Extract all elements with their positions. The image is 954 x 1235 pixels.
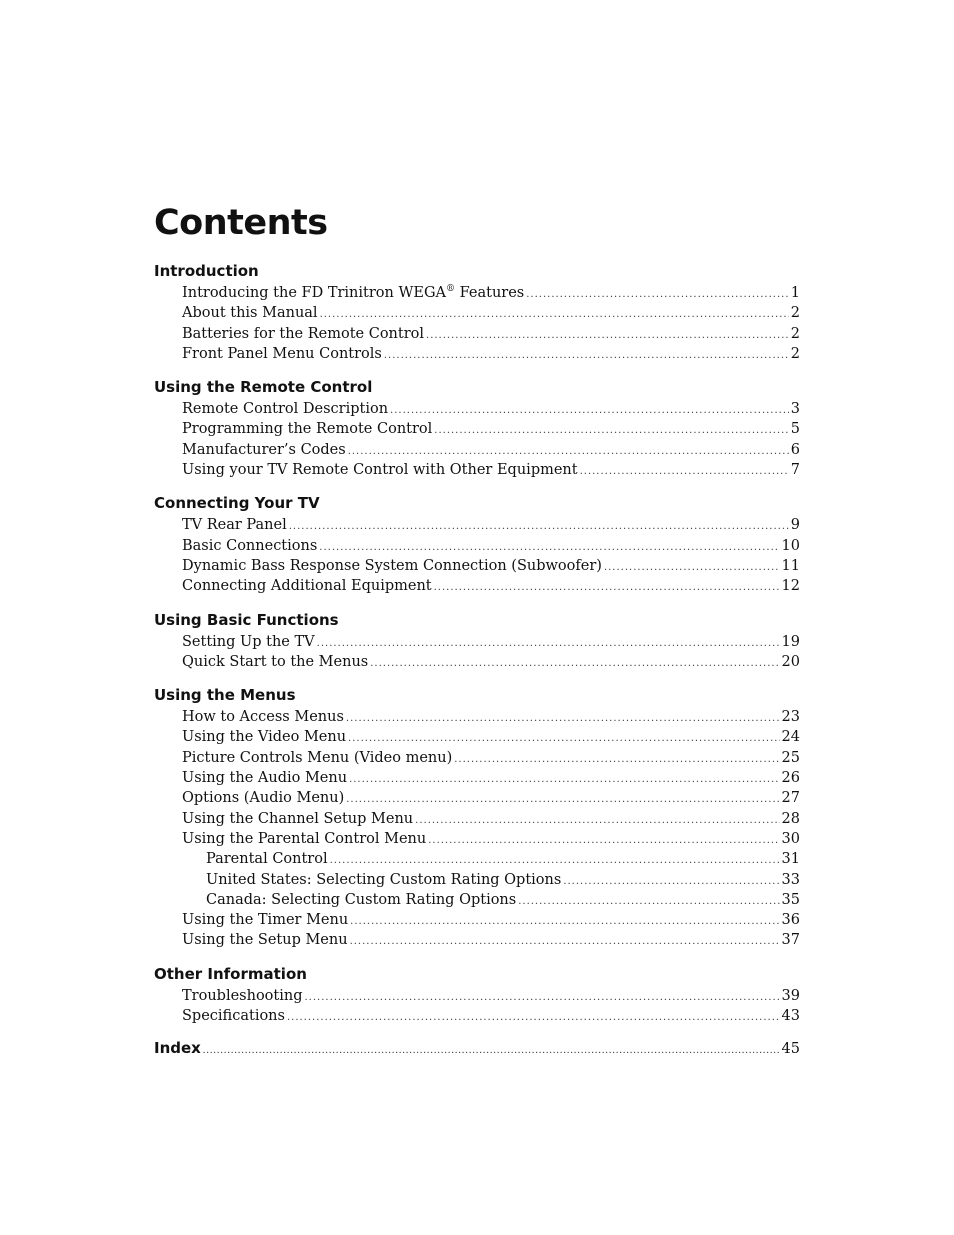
toc-entry[interactable] (154, 556, 800, 576)
toc-section (154, 259, 800, 364)
toc-entry-label: Using your TV Remote Control with Other Equipment (182, 462, 578, 479)
toc-entry[interactable] (154, 515, 800, 535)
toc-entry[interactable] (154, 399, 800, 419)
toc-entry-page: 24 (781, 729, 800, 746)
toc-entry[interactable] (154, 576, 800, 596)
toc-entry[interactable] (154, 324, 800, 344)
dot-leader (526, 283, 789, 303)
toc-entry-page: 12 (781, 578, 800, 595)
toc-entry[interactable] (154, 727, 800, 747)
toc-entry-label: Parental Control (206, 851, 328, 868)
toc-entry-label (182, 283, 524, 303)
toc-section (154, 375, 800, 480)
toc-entry-page: 35 (781, 891, 800, 908)
toc-entry-page: 2 (790, 305, 800, 322)
dot-leader (563, 870, 779, 890)
toc-entry[interactable] (154, 283, 800, 303)
toc-entry-page: 1 (790, 285, 800, 301)
toc-entry-label: Specifications (182, 1008, 285, 1025)
toc-entry-page: 28 (781, 810, 800, 827)
toc-entry-label: Quick Start to the Menus (182, 653, 369, 670)
table-of-contents (154, 259, 800, 1059)
toc-entry[interactable] (154, 1006, 800, 1026)
dot-leader (428, 829, 779, 849)
toc-entry[interactable] (154, 440, 800, 460)
toc-entry[interactable] (154, 536, 800, 556)
toc-entry-page: 33 (781, 871, 800, 888)
toc-entry-label: Using the Channel Setup Menu (182, 810, 414, 827)
toc-section (154, 962, 800, 1027)
toc-entry[interactable] (154, 748, 800, 768)
dot-leader (350, 930, 780, 950)
toc-entry-label: United States: Selecting Custom Rating Options (206, 871, 562, 888)
toc-entry-page: 5 (790, 421, 800, 438)
toc-entry-page: 39 (781, 987, 800, 1004)
dot-leader (434, 419, 788, 439)
toc-entry-label: Canada: Selecting Custom Rating Options (206, 891, 517, 908)
toc-entry-label: Using the Audio Menu (182, 770, 348, 787)
toc-entry[interactable] (154, 890, 800, 910)
dot-leader (203, 1038, 780, 1062)
toc-entry-page: 43 (781, 1008, 800, 1025)
toc-entry-label: Setting Up the TV (182, 633, 315, 650)
toc-entry[interactable] (154, 460, 800, 480)
dot-leader (348, 440, 789, 460)
dot-leader (415, 809, 779, 829)
toc-section (154, 608, 800, 673)
toc-entry-label: Picture Controls Menu (Video menu) (182, 749, 453, 766)
toc-sections (154, 259, 800, 1026)
toc-entry-page: 36 (781, 912, 800, 929)
toc-entry-page: 25 (781, 749, 800, 766)
toc-entry-label: Basic Connections (182, 537, 318, 554)
toc-entry[interactable] (154, 788, 800, 808)
toc-entry-label: Programming the Remote Control (182, 421, 433, 438)
toc-entry-label: Batteries for the Remote Control (182, 325, 425, 342)
dot-leader (384, 344, 789, 364)
toc-entry-label: Manufacturer’s Codes (182, 441, 346, 458)
toc-entry[interactable] (154, 829, 800, 849)
toc-entry-page: 23 (781, 709, 800, 726)
toc-entry-page: 3 (790, 401, 800, 418)
dot-leader (330, 849, 780, 869)
toc-entry[interactable] (154, 632, 800, 652)
toc-entry-label-text: Introducing the FD Trinitron WEGA (182, 285, 447, 301)
toc-entry-page: 9 (790, 517, 800, 534)
toc-entry-page: 2 (790, 345, 800, 362)
toc-entry[interactable] (154, 768, 800, 788)
toc-entry-page: 45 (781, 1041, 800, 1058)
dot-leader (518, 890, 779, 910)
toc-entry-label: How to Access Menus (182, 709, 344, 726)
dot-leader (319, 536, 779, 556)
toc-entry-label: Using the Parental Control Menu (182, 830, 427, 847)
dot-leader (287, 1006, 780, 1026)
toc-entry[interactable] (154, 707, 800, 727)
dot-leader (349, 768, 779, 788)
toc-entry-page: 19 (781, 633, 800, 650)
toc-entry-page: 26 (781, 770, 800, 787)
dot-leader (604, 556, 780, 576)
dot-leader (346, 788, 779, 808)
section-heading: Using the Menus (154, 686, 296, 705)
toc-entry-page: 31 (781, 851, 800, 868)
registered-mark: ® (446, 284, 456, 295)
toc-entry-label: About this Manual (182, 305, 318, 322)
toc-entry-page: 30 (781, 830, 800, 847)
dot-leader (454, 748, 779, 768)
toc-entry[interactable] (154, 809, 800, 829)
toc-entry[interactable] (154, 930, 800, 950)
toc-entry[interactable] (154, 986, 800, 1006)
toc-entry-label: Using the Video Menu (182, 729, 347, 746)
dot-leader (350, 910, 779, 930)
toc-entry-label: Dynamic Bass Response System Connection (Subwoofer) (182, 557, 602, 574)
dot-leader (580, 460, 789, 480)
toc-entry-page: 7 (790, 462, 800, 479)
dot-leader (289, 515, 789, 535)
toc-section (154, 683, 800, 951)
toc-entry-label: Remote Control Description (182, 401, 389, 418)
toc-entry[interactable] (154, 870, 800, 890)
toc-entry-label: Troubleshooting (182, 987, 303, 1004)
toc-entry-page: 11 (781, 557, 800, 574)
toc-entry[interactable] (154, 303, 800, 323)
toc-entry[interactable] (154, 849, 800, 869)
toc-entry-label: Options (Audio Menu) (182, 790, 345, 807)
dot-leader (317, 632, 780, 652)
toc-entry-label: TV Rear Panel (182, 517, 287, 534)
dot-leader (346, 707, 780, 727)
toc-entry-index[interactable] (154, 1037, 800, 1059)
dot-leader (320, 303, 789, 323)
dot-leader (305, 986, 780, 1006)
section-heading: Connecting Your TV (154, 494, 320, 513)
toc-section (154, 491, 800, 596)
toc-entry-page: 2 (790, 325, 800, 342)
dot-leader (434, 576, 780, 596)
dot-leader (348, 727, 780, 747)
dot-leader (390, 399, 789, 419)
toc-entry-label: Using the Timer Menu (182, 912, 349, 929)
section-heading: Introduction (154, 262, 259, 280)
page-title: Contents (154, 203, 328, 243)
dot-leader (370, 652, 779, 672)
toc-entry-label: Index (154, 1039, 201, 1058)
section-heading: Using Basic Functions (154, 610, 339, 629)
toc-entry-label: Front Panel Menu Controls (182, 345, 382, 362)
toc-entry-label: Using the Setup Menu (182, 932, 348, 949)
toc-entry-page: 37 (781, 932, 800, 949)
toc-entry-page: 10 (781, 537, 800, 554)
toc-entry[interactable] (154, 910, 800, 930)
dot-leader (426, 324, 789, 344)
section-heading: Other Information (154, 964, 307, 983)
toc-entry-page: 20 (781, 653, 800, 670)
toc-entry-label: Connecting Additional Equipment (182, 578, 432, 595)
toc-entry[interactable] (154, 652, 800, 672)
toc-entry-page: 27 (781, 790, 800, 807)
toc-entry-page: 6 (790, 441, 800, 458)
toc-entry[interactable] (154, 419, 800, 439)
toc-entry[interactable] (154, 344, 800, 364)
section-heading: Using the Remote Control (154, 378, 373, 397)
toc-entry-label-text: Features (455, 285, 525, 301)
